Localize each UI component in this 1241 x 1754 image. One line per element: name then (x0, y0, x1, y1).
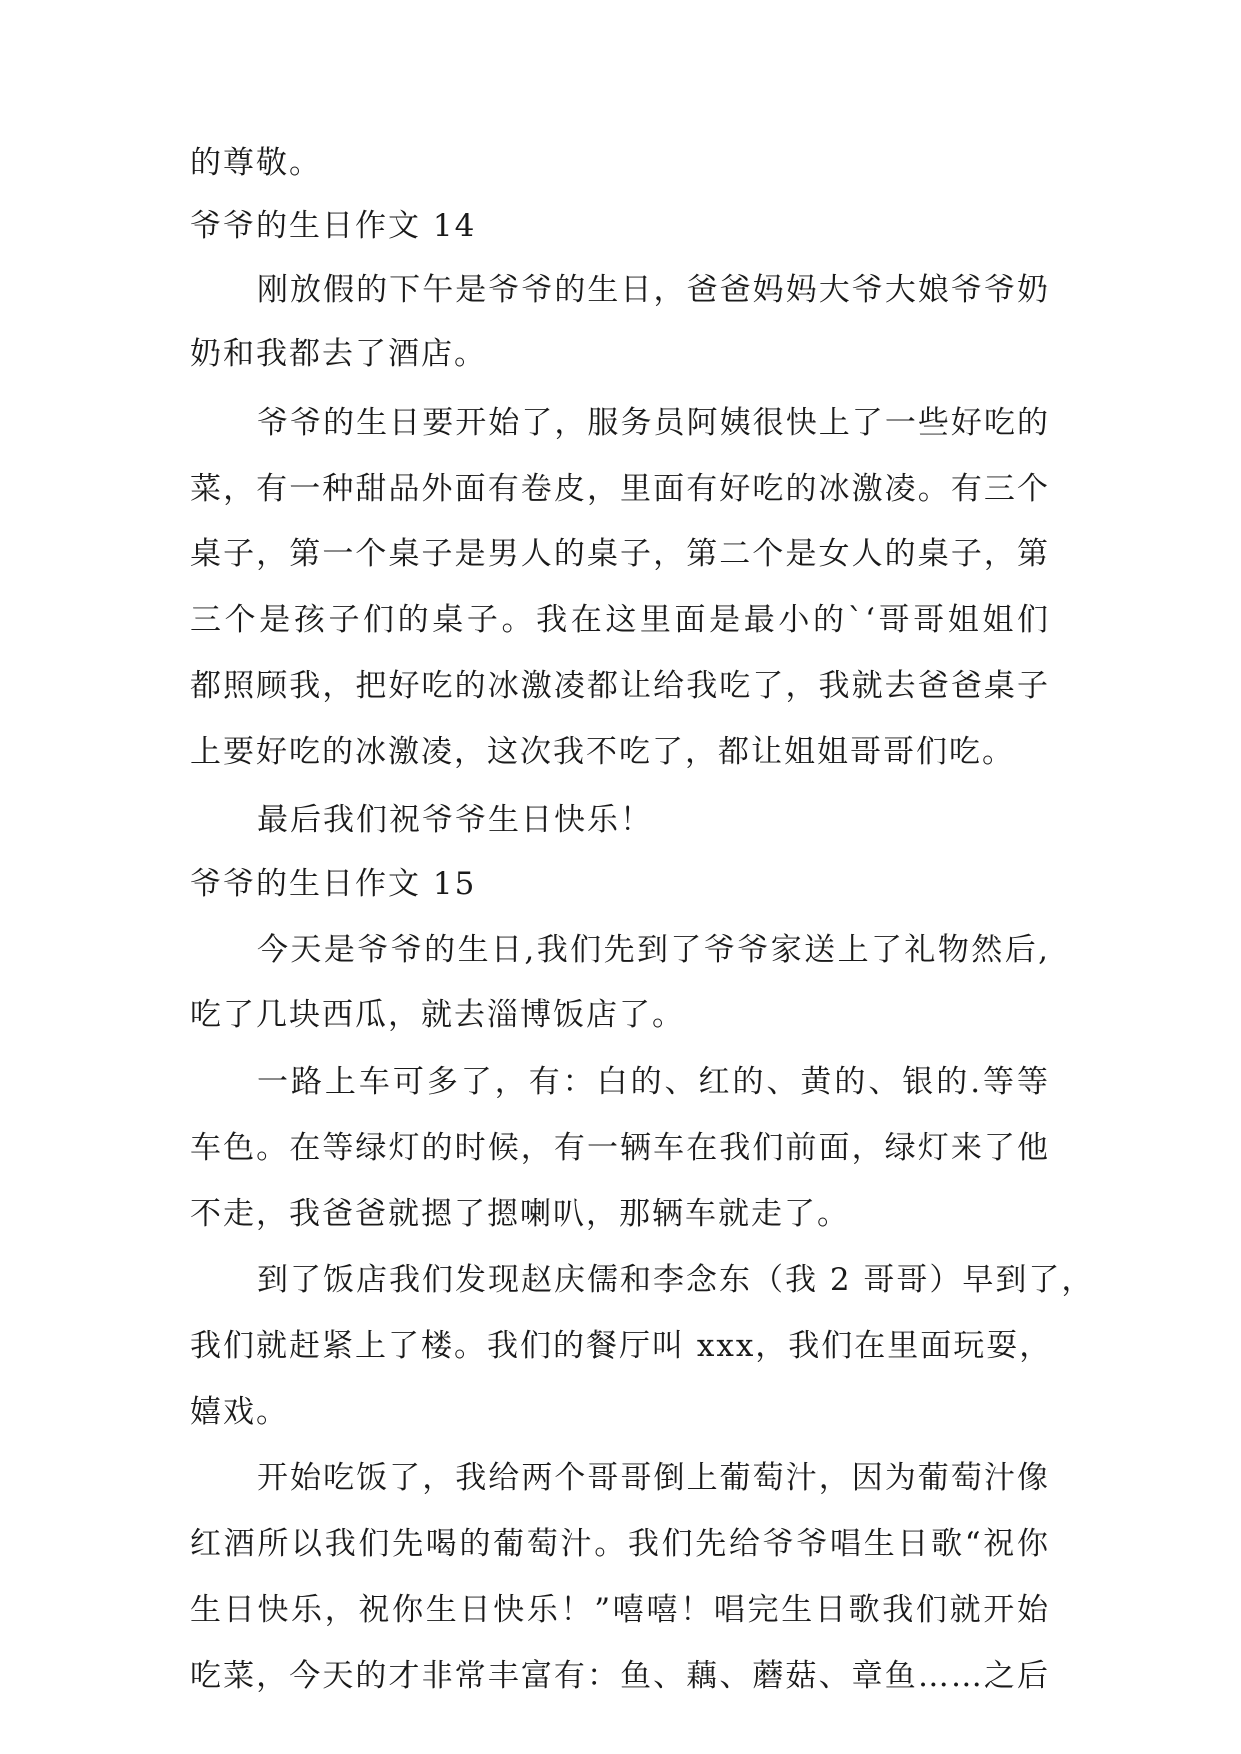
essay-title-14: 爷爷的生日作文 14 (190, 208, 477, 244)
paragraph-line: 生日快乐，祝你生日快乐！”嘻嘻！唱完生日歌我们就开始 (190, 1592, 1050, 1628)
paragraph-line: 吃了几块西瓜，就去淄博饭店了。 (190, 997, 685, 1033)
paragraph-line: 一路上车可多了，有：白的、红的、黄的、银的.等等 (257, 1064, 1050, 1100)
paragraph-line: 车色。在等绿灯的时候，有一辆车在我们前面，绿灯来了他 (190, 1130, 1050, 1166)
paragraph-line: 都照顾我，把好吃的冰激凌都让给我吃了，我就去爸爸桌子 (190, 668, 1050, 704)
paragraph-line: 不走，我爸爸就摁了摁喇叭，那辆车就走了。 (190, 1196, 850, 1232)
essay-title-15: 爷爷的生日作文 15 (190, 866, 477, 902)
paragraph-line: 上要好吃的冰激凌，这次我不吃了，都让姐姐哥哥们吃。 (190, 734, 1015, 770)
paragraph-line: 最后我们祝爷爷生日快乐！ (257, 802, 653, 838)
paragraph-line: 奶和我都去了酒店。 (190, 336, 487, 372)
paragraph-line: 刚放假的下午是爷爷的生日，爸爸妈妈大爷大娘爷爷奶 (257, 272, 1050, 308)
paragraph-line: 今天是爷爷的生日,我们先到了爷爷家送上了礼物然后, (257, 932, 1050, 968)
paragraph-line: 到了饭店我们发现赵庆儒和李念东（我 2 哥哥）早到了， (257, 1262, 1095, 1298)
paragraph-line: 开始吃饭了，我给两个哥哥倒上葡萄汁，因为葡萄汁像 (257, 1460, 1050, 1496)
paragraph-line: 桌子，第一个桌子是男人的桌子，第二个是女人的桌子，第 (190, 536, 1050, 572)
text-line-continuation: 的尊敬。 (190, 145, 322, 181)
paragraph-line: 菜，有一种甜品外面有卷皮，里面有好吃的冰激凌。有三个 (190, 471, 1050, 507)
paragraph-line: 嬉戏。 (190, 1394, 289, 1430)
paragraph-line: 三个是孩子们的桌子。我在这里面是最小的`‘哥哥姐姐们 (190, 602, 1050, 638)
paragraph-line: 吃菜，今天的才非常丰富有：鱼、藕、蘑菇、章鱼……之后 (190, 1658, 1050, 1694)
paragraph-line: 爷爷的生日要开始了，服务员阿姨很快上了一些好吃的 (257, 405, 1050, 441)
paragraph-line: 红酒所以我们先喝的葡萄汁。我们先给爷爷唱生日歌“祝你 (190, 1526, 1050, 1562)
paragraph-line: 我们就赶紧上了楼。我们的餐厅叫 xxx，我们在里面玩耍， (190, 1328, 1053, 1364)
